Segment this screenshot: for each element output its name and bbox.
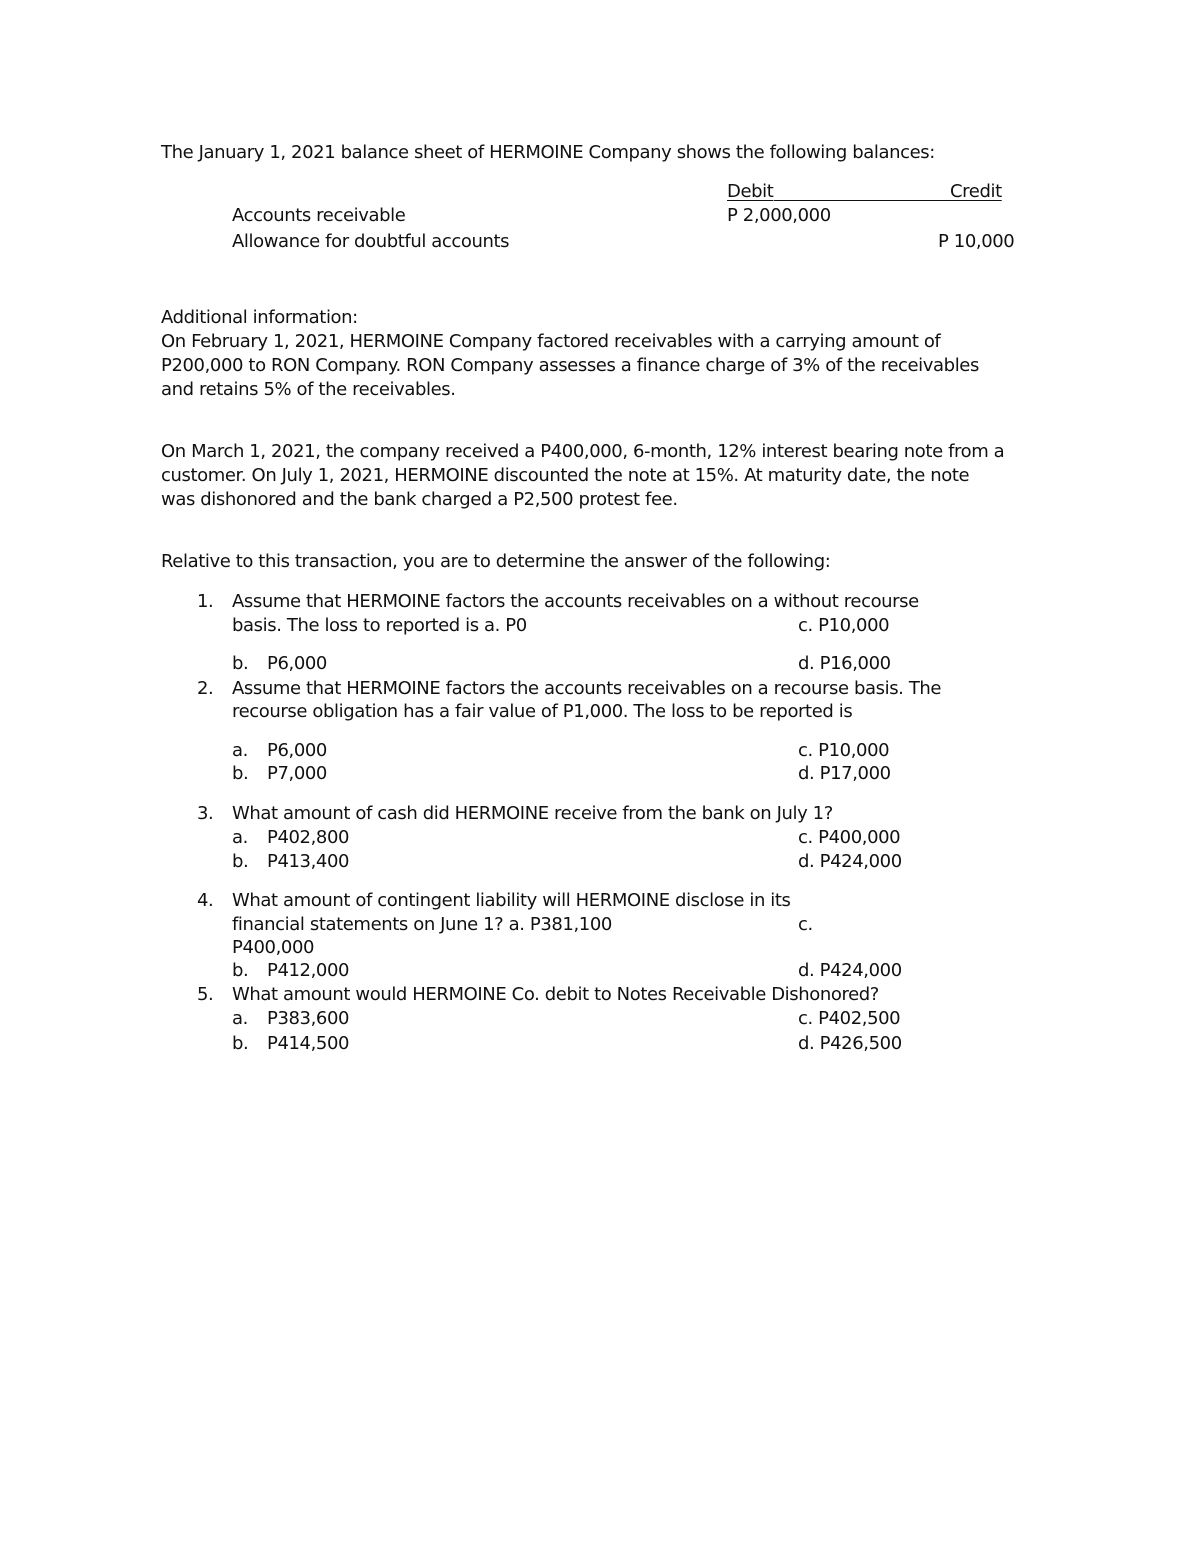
option-c: c. P400,000 xyxy=(798,827,901,848)
question-number: 4. xyxy=(197,890,214,911)
instructions-text: Relative to this transaction, you are to determine the answer of the following: xyxy=(161,551,831,572)
option-b-value: P413,400 xyxy=(267,851,350,872)
option-c-value: P400,000 xyxy=(232,937,315,958)
option-b-value: P6,000 xyxy=(267,653,327,674)
option-c: c. P10,000 xyxy=(798,615,890,636)
row-account-receivable: Accounts receivable xyxy=(232,205,406,226)
question-text-line2: financial statements on June 1? a. P381,100 xyxy=(232,914,612,935)
option-b-value: P414,500 xyxy=(267,1033,350,1054)
option-b-value: P7,000 xyxy=(267,763,327,784)
option-b-label: b. xyxy=(232,851,249,872)
option-a-label: a. xyxy=(232,740,248,761)
option-a-label: a. xyxy=(232,827,248,848)
question-text-line1: What amount would HERMOINE Co. debit to Notes Receivable Dishonored? xyxy=(232,984,879,1005)
option-b-label: b. xyxy=(232,763,249,784)
row-allowance: Allowance for doubtful accounts xyxy=(232,231,510,252)
question-number: 3. xyxy=(197,803,214,824)
option-d: d. P424,000 xyxy=(798,851,902,872)
question-number: 2. xyxy=(197,678,214,699)
row-ar-debit: P 2,000,000 xyxy=(727,205,831,226)
question-text-line1: What amount of contingent liability will HERMOINE disclose in its xyxy=(232,890,791,911)
option-b-label: b. xyxy=(232,960,249,981)
option-c: c. P10,000 xyxy=(798,740,890,761)
option-a-label: a. xyxy=(232,1008,248,1029)
question-text-line1: Assume that HERMOINE factors the accounts receivables on a recourse basis. The xyxy=(232,678,942,699)
question-text-line1: Assume that HERMOINE factors the accounts receivables on a without recourse xyxy=(232,591,919,612)
option-d: d. P424,000 xyxy=(798,960,902,981)
option-a-value: P6,000 xyxy=(267,740,327,761)
para2-line3: was dishonored and the bank charged a P2,500 protest fee. xyxy=(161,489,678,510)
para1-line2: P200,000 to RON Company. RON Company assesses a finance charge of 3% of the receivables xyxy=(161,355,979,376)
option-c-label: c. xyxy=(798,914,813,935)
option-d: d. P17,000 xyxy=(798,763,891,784)
para2-line1: On March 1, 2021, the company received a P400,000, 6-month, 12% interest bearing note from a xyxy=(161,441,1005,462)
question-number: 5. xyxy=(197,984,214,1005)
row-allowance-credit: P 10,000 xyxy=(938,231,1015,252)
question-text-line1: What amount of cash did HERMOINE receive from the bank on July 1? xyxy=(232,803,833,824)
para1-line3: and retains 5% of the receivables. xyxy=(161,379,456,400)
additional-heading: Additional information: xyxy=(161,307,358,328)
option-c: c. P402,500 xyxy=(798,1008,901,1029)
question-text-line2: basis. The loss to reported is a. P0 xyxy=(232,615,527,636)
option-b-value: P412,000 xyxy=(267,960,350,981)
question-number: 1. xyxy=(197,591,214,612)
para1-line1: On February 1, 2021, HERMOINE Company factored receivables with a carrying amount of xyxy=(161,331,941,352)
option-d: d. P16,000 xyxy=(798,653,891,674)
option-a-value: P383,600 xyxy=(267,1008,350,1029)
question-text-line2: recourse obligation has a fair value of P1,000. The loss to be reported is xyxy=(232,701,853,722)
header-underline-gap xyxy=(774,180,954,204)
debit-header: Debit xyxy=(727,181,774,202)
option-b-label: b. xyxy=(232,1033,249,1054)
option-b-label: b. xyxy=(232,653,249,674)
option-d: d. P426,500 xyxy=(798,1033,902,1054)
option-a-value: P402,800 xyxy=(267,827,350,848)
para2-line2: customer. On July 1, 2021, HERMOINE discounted the note at 15%. At maturity date, the note xyxy=(161,465,970,486)
intro-text: The January 1, 2021 balance sheet of HERMOINE Company shows the following balances: xyxy=(161,142,935,163)
credit-header: Credit xyxy=(950,181,1002,202)
